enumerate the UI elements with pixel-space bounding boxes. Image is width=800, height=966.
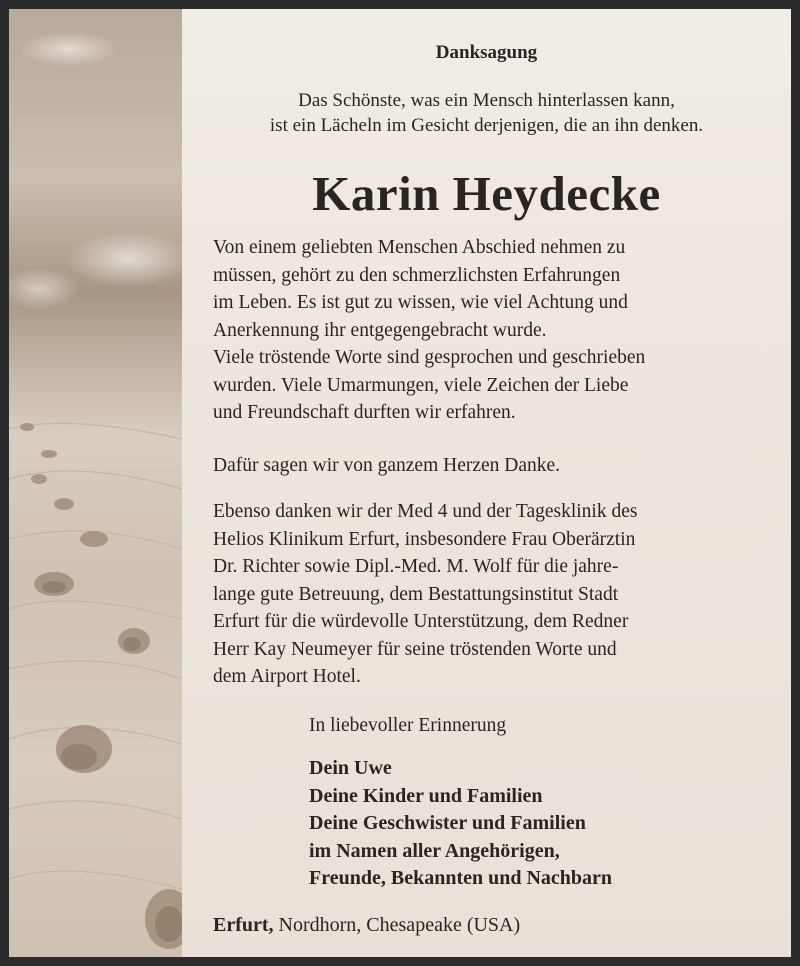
memorial-quote — [182, 88, 791, 138]
place-others: Nordhorn, Chesapeake (USA) — [273, 914, 521, 936]
thanks-paragraph-2: Dafür sagen wir von ganzem Herzen Danke. — [213, 455, 561, 476]
text-line: müssen, gehört zu den schmerzlichsten Erfahrungen — [213, 264, 621, 286]
sand-texture-graphic — [9, 9, 182, 957]
place-line — [213, 914, 520, 937]
notice-heading: Danksagung — [435, 42, 538, 63]
text-line: lange gute Betreuung, dem Bestattungsinstitut Stadt — [213, 583, 619, 605]
text-line: Dr. Richter sowie Dipl.-Med. M. Wolf für die jahre- — [213, 556, 619, 577]
thanks-paragraph-1 — [213, 234, 761, 427]
text-line: wurden. Viele Umarmungen, viele Zeichen der Liebe — [213, 374, 629, 396]
notice-text-area — [182, 9, 791, 957]
text-line: Helios Klinikum Erfurt, insbesondere Frau Oberärztin — [213, 528, 636, 550]
signer: Dein Uwe — [309, 757, 392, 779]
text-line: Herr Kay Neumeyer für seine tröstenden Worte und — [213, 638, 617, 660]
text-line: und Freundschaft durften wir erfahren. — [213, 402, 516, 423]
place-main: Erfurt, — [213, 914, 274, 936]
signer: im Namen aller Angehörigen, — [309, 839, 560, 862]
signer: Deine Geschwister und Familien — [309, 812, 586, 834]
text-line: Ebenso danken wir der Med 4 und der Tagesklinik des — [213, 501, 638, 522]
thanks-paragraph-3 — [213, 498, 761, 691]
text-line: Anerkennung ihr entgegengebracht wurde. — [213, 319, 547, 341]
text-line: Erfurt für die würdevolle Unterstützung, dem Redner — [213, 611, 629, 632]
footprints-in-sand-image — [9, 9, 182, 957]
text-line: Von einem geliebten Menschen Abschied nehmen zu — [213, 237, 626, 258]
quote-line: Das Schönste, was ein Mensch hinterlassen kann, — [298, 90, 675, 111]
signer: Deine Kinder und Familien — [309, 784, 543, 807]
text-line: im Leben. Es ist gut zu wissen, wie viel Achtung und — [213, 292, 628, 313]
signers-list — [309, 755, 612, 893]
closing-phrase: In liebevoller Erinnerung — [309, 715, 507, 736]
text-line: dem Airport Hotel. — [213, 666, 361, 687]
quote-line: ist ein Lächeln im Gesicht derjenigen, die an ihn denken. — [269, 115, 704, 136]
signer: Freunde, Bekannten und Nachbarn — [309, 867, 613, 889]
deceased-name: Karin Heydecke — [312, 166, 661, 221]
text-line: Viele tröstende Worte sind gesprochen und geschrieben — [213, 347, 646, 368]
